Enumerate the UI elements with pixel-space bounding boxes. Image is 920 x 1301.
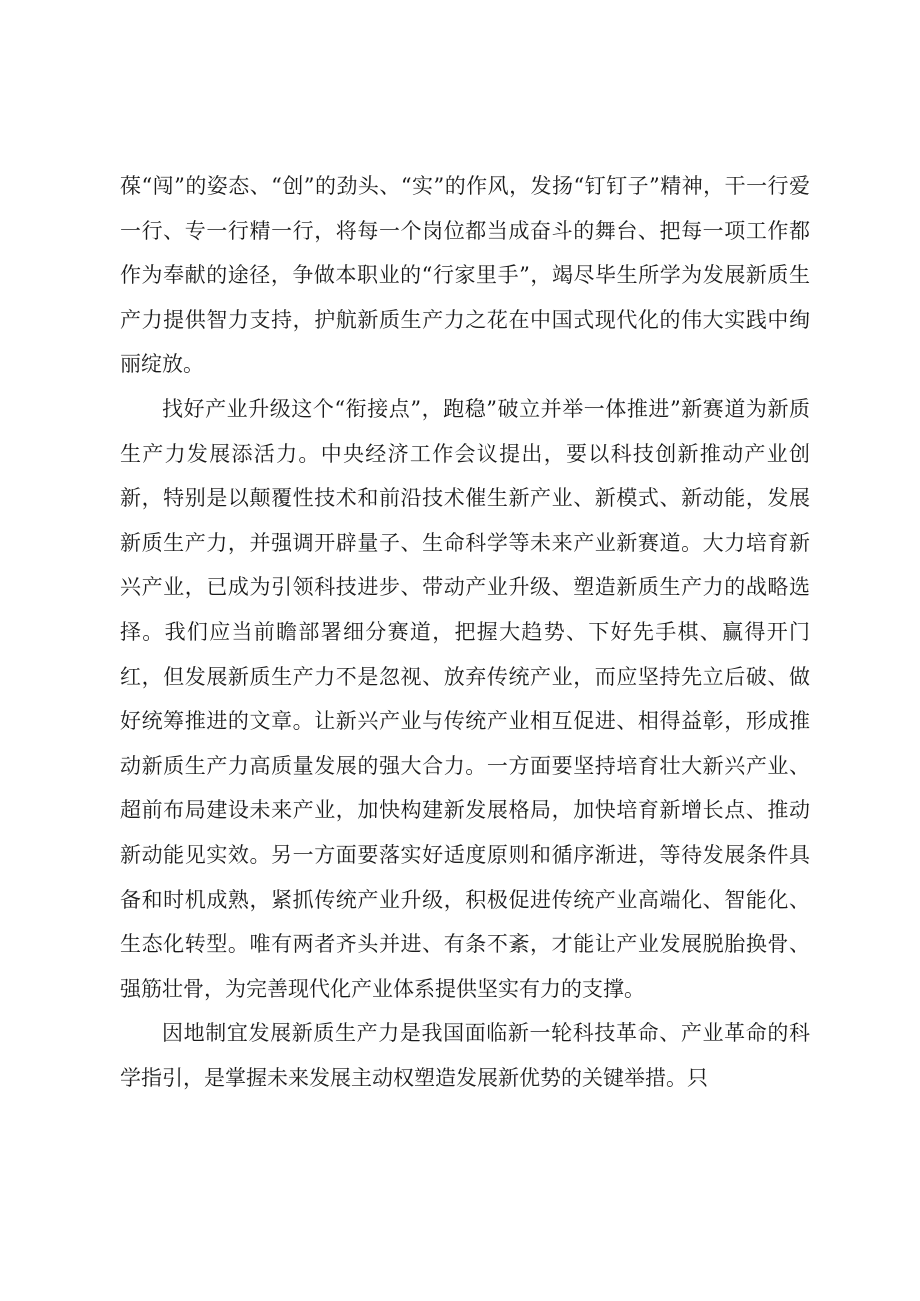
paragraph-2: 找好产业升级这个“衔接点”，跑稳”破立并举一体推进”新赛道为新质生产力发展添活力。中央经济工作会议提出，要以科技创新推动产业创新，特别是以颠覆性技术和前沿技术催生新产业、新模式、新动能，发展新质生产力，并强调开辟量子、生命科学等未来产业新赛道。大力培育新兴产业，已成为引领科技进步、带动产业升级、塑造新质生产力的战略选择。我们应当前瞻部署细分赛道，把握大趋势、下好先手棋、赢得开门红，但发展新质生产力不是忽视、放弃传统产业，而应坚持先立后破、做好统筹推进的文章。让新兴产业与传统产业相互促进、相得益彰，形成推动新质生产力高质量发展的强大合力。一方面要坚持培育壮大新兴产业、超前布局建设未来产业，加快构建新发展格局，加快培育新增长点、推动新动能见实效。另一方面要落实好适度原则和循序渐进，等待发展条件具备和时机成熟，紧抓传统产业升级，积极促进传统产业高端化、智能化、生态化转型。唯有两者齐头并进、有条不紊，才能让产业发展脱胎换骨、强筋壮骨，为完善现代化产业体系提供坚实有力的支撑。 bbox=[120, 396, 810, 1001]
paragraph-3: 因地制宜发展新质生产力是我国面临新一轮科技革命、产业革命的科学指引，是掌握未来发展主动权塑造发展新优势的关键举措。只 bbox=[120, 1021, 810, 1090]
document-body bbox=[120, 164, 810, 1100]
paragraph-1: 葆“闯”的姿态、“创”的劲头、“实”的作风，发扬“钉钉子”精神，干一行爱一行、专一行精一行，将每一个岗位都当成奋斗的舞台、把每一项工作都作为奉献的途径，争做本职业的“行家里手”，竭尽毕生所学为发展新质生产力提供智力支持，护航新质生产力之花在中国式现代化的伟大实践中绚丽绽放。 bbox=[120, 174, 810, 377]
